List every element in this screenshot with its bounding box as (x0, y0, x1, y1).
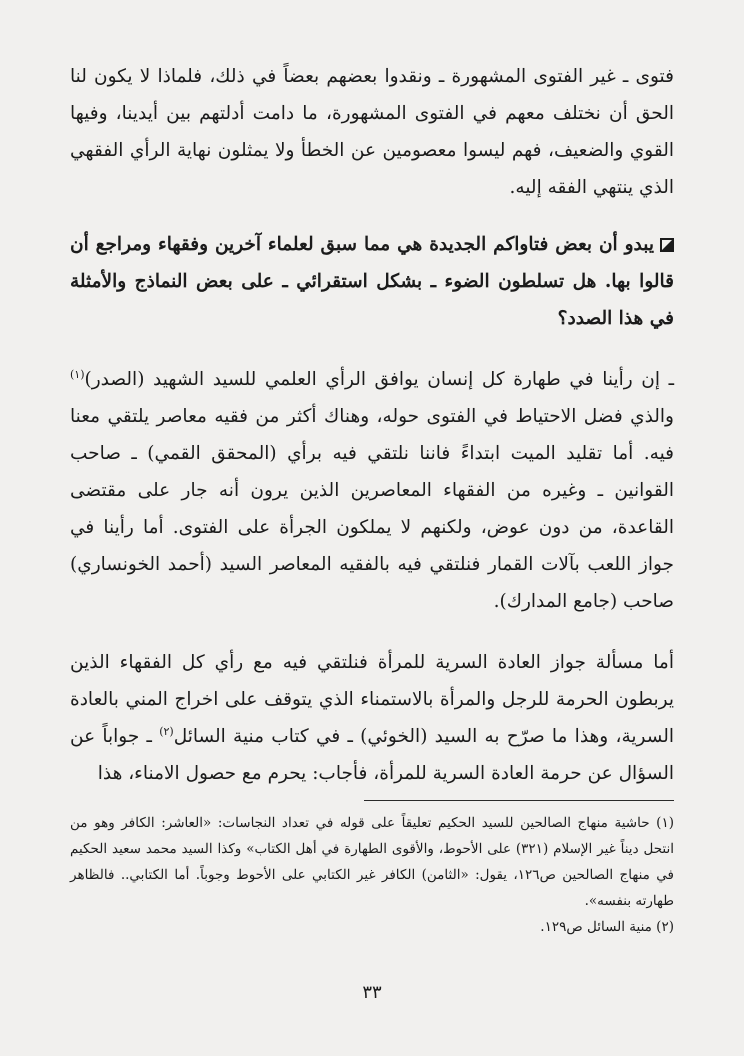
answer-paragraph (70, 361, 674, 620)
footnote-ref-1: (١) (70, 367, 85, 381)
footnote-divider (364, 800, 674, 801)
footnote-ref-2: (٢) (159, 724, 174, 738)
answer-text-part2: والذي فضل الاحتياط في الفتوى حوله، وهناك أكثر من فقيه معاصر يلتقي معنا فيه. أما تقليد الميت ابتداءً فاننا نلتقي فيه برأي (المحقق القمي) ـ صاحب القوانين ـ وغيره من الفقهاء المعاصرين الذين يرون أنه جار على مقتضى القاعدة، من دون عوض، ولكنهم لا يملكون الجرأة على الفتوى. أما رأينا في جواز اللعب بآلات القمار فنلتقي فيه بالفقيه المعاصر السيد (أحمد الخونساري) صاحب (جامع المدارك). (70, 406, 674, 612)
paragraph-gap (70, 620, 674, 644)
paragraph-masturbation-ruling (70, 644, 674, 792)
paragraph-continuation: فتوى ـ غير الفتوى المشهورة ـ ونقدوا بعضهم بعضاً في ذلك، فلماذا لا يكون لنا الحق أن نختلف معهم في الفتوى المشهورة، ما دامت أدلتهم بين أيدينا، وفيها القوي والضعيف، فهم ليسوا معصومين عن الخطأ ولا يمثلون نهاية الرأي الفقهي الذي ينتهي الفقه إليه. (70, 66, 674, 198)
paragraph-text-part1: أما مسألة جواز العادة السرية للمرأة فنلتقي فيه مع رأي كل الفقهاء الذين يربطون الحرمة للرجل والمرأة بالاستمناء الذي يتوقف على اخراج المني بالعادة السرية، وهذا ما صرّح به السيد (الخوئي) ـ في كتاب منية السائل (70, 652, 674, 747)
footnotes (70, 810, 674, 940)
answer-text-part1: ـ إن رأينا في طهارة كل إنسان يوافق الرأي العلمي للسيد الشهيد (الصدر) (84, 369, 674, 390)
page-number: ٣٣ (362, 982, 382, 1003)
question-marker-icon (660, 238, 674, 252)
footnote-1: (١) حاشية منهاج الصالحين للسيد الحكيم تعليقاً على قوله في تعداد النجاسات: «العاشر: الكافر وهو من انتحل ديناً غير الإسلام (٣٢١) على الأحوط، والأقوى الطهارة في أهل الكتاب» وكذا السيد محمد سعيد الحكيم في منهاج الصالحين ص١٢٦، يقول: «الثامن) الكافر غير الكتابي على الأحوط وجوباً. أما الكتابي.. فالظاهر طهارته بنفسه». (70, 815, 674, 909)
paragraph-gap (70, 337, 674, 361)
footnote-2: (٢) منية السائل ص١٢٩. (540, 919, 674, 935)
question-paragraph (70, 226, 674, 337)
main-text (70, 58, 674, 792)
question-text: يبدو أن بعض فتاواكم الجديدة هي مما سبق لعلماء آخرين وفقهاء ومراجع أن قالوا بها. هل تسلطون الضوء ـ بشكل استقرائي ـ على بعض النماذج والأمثلة في هذا الصدد؟ (70, 234, 674, 329)
paragraph-text-part2: ـ جواباً عن السؤال عن حرمة العادة السرية للمرأة، فأجاب: يحرم مع حصول الامناء، هذا (70, 726, 674, 784)
